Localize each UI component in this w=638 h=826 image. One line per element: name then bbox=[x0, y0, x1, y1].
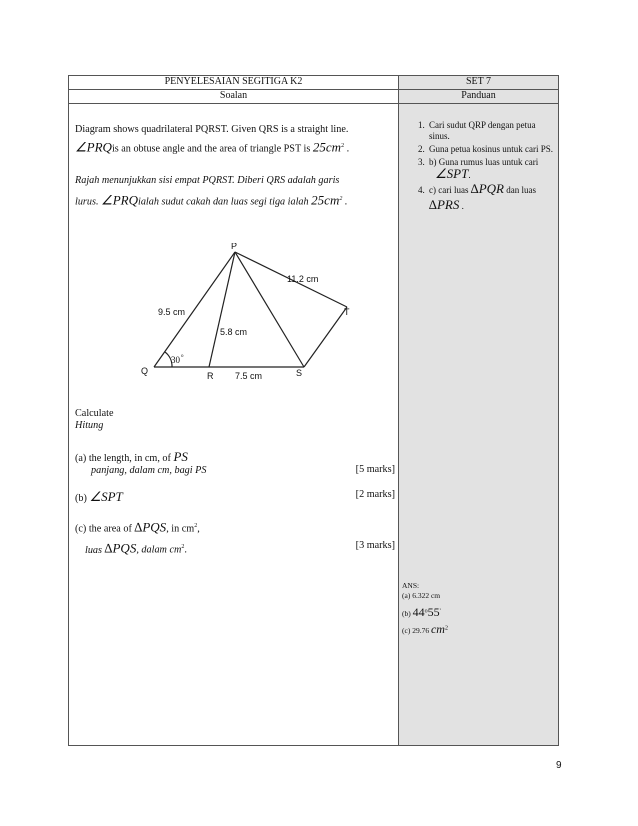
part-c-text: (c) the area of bbox=[75, 523, 132, 535]
part-c-malay1: luas bbox=[85, 544, 102, 556]
part-c-end: , bbox=[197, 523, 200, 535]
part-b-label: (b) bbox=[75, 493, 87, 504]
part-b bbox=[75, 489, 395, 505]
angle-label: 30 bbox=[171, 355, 180, 365]
label-pq: 9.5 cm bbox=[158, 307, 186, 317]
guide-step-1-text: Cari sudut QRP dengan petua sinus. bbox=[429, 120, 536, 141]
quadrilateral-diagram bbox=[129, 243, 369, 383]
question-en-line1: Diagram shows quadrilateral PQRST. Given QRS is a straight line. bbox=[75, 124, 349, 135]
part-a-malay: panjang, dalam cm, bagi PS bbox=[91, 465, 207, 476]
guide-step-3-end: . bbox=[468, 170, 471, 180]
question-en-area: 25cm bbox=[312, 139, 342, 155]
part-a-marks bbox=[356, 464, 395, 475]
question-my-line2a: lurus. bbox=[75, 196, 99, 208]
question-english bbox=[75, 121, 390, 157]
part-b-marks bbox=[356, 489, 395, 500]
answer-b-minute-sign: ' bbox=[439, 608, 441, 614]
worksheet-table bbox=[68, 75, 559, 746]
guide-step-3 bbox=[427, 157, 555, 181]
answer-c-unit-exp: 2 bbox=[444, 625, 448, 632]
part-c-marks-text: [3 marks] bbox=[355, 540, 395, 551]
part-a-text: (a) the length, in cm, of bbox=[75, 453, 171, 464]
guide-step-4-text: c) cari luas bbox=[429, 185, 469, 195]
vertex-p: P bbox=[231, 243, 238, 251]
part-c-text2: , in cm bbox=[166, 523, 195, 535]
question-en-line2: is an obtuse angle and the area of triangle PST is bbox=[111, 143, 311, 155]
answer-c bbox=[402, 622, 448, 636]
guide-step-4-math: ∆PQR bbox=[470, 181, 504, 196]
vertex-r: R bbox=[207, 371, 214, 381]
guide-step-4-mid: dan luas bbox=[506, 185, 536, 195]
part-c-malay-math: ∆PQS bbox=[104, 540, 137, 556]
part-c-malay-end: . bbox=[184, 544, 187, 556]
question-cell bbox=[69, 104, 399, 746]
label-rs: 7.5 cm bbox=[235, 371, 263, 381]
guide-list bbox=[405, 120, 555, 216]
page-number: 9 bbox=[556, 760, 562, 771]
vertex-q: Q bbox=[141, 366, 149, 376]
answer-b bbox=[402, 604, 441, 619]
question-my-line1: Rajah menunjukkan sisi empat PQRST. Diberi QRS adalah garis bbox=[75, 175, 340, 186]
question-my-area: 25cm bbox=[311, 192, 340, 208]
guide-step-4-end: . bbox=[461, 201, 464, 211]
question-my-angle: ∠PRQ bbox=[101, 192, 138, 208]
edge-st bbox=[304, 307, 347, 367]
part-b-marks-text: [2 marks] bbox=[355, 489, 395, 500]
guide-step-3-math: ∠SPT bbox=[435, 166, 469, 181]
answer-b-label: (b) bbox=[402, 608, 411, 618]
answer-c-unit: cm bbox=[430, 622, 445, 636]
edge-pr bbox=[209, 252, 235, 367]
question-my-area-exp: 2 bbox=[339, 196, 343, 202]
header-soalan: Soalan bbox=[69, 90, 399, 104]
answers-title: ANS: bbox=[402, 581, 420, 590]
question-malay bbox=[75, 171, 390, 211]
answer-b-degree-sign: o bbox=[424, 608, 428, 614]
guide-step-4-math2: ∆PRS bbox=[429, 197, 460, 212]
header-set: SET 7 bbox=[399, 76, 559, 90]
guide-step-2-text: Guna petua kosinus untuk cari PS. bbox=[429, 144, 553, 154]
calculate-en: Calculate bbox=[75, 408, 114, 419]
calculate-label bbox=[75, 408, 113, 432]
vertex-t: T bbox=[344, 307, 350, 317]
part-c-malay2: , dalam cm bbox=[136, 544, 182, 556]
guide-step-3-text: b) Guna rumus luas untuk cari bbox=[429, 157, 539, 167]
answer-a: (a) 6.322 cm bbox=[402, 591, 441, 600]
part-c-math: ∆PQS bbox=[134, 519, 167, 535]
guide-step-1 bbox=[427, 120, 555, 142]
label-pt: 11.2 cm bbox=[287, 274, 319, 284]
question-en-angle: ∠PRQ bbox=[75, 139, 112, 155]
question-en-end: . bbox=[346, 143, 350, 155]
answer-c-value: (c) 29.76 bbox=[402, 626, 430, 635]
label-pr: 5.8 cm bbox=[220, 327, 248, 337]
part-b-math: ∠SPT bbox=[89, 489, 123, 504]
guide-step-4 bbox=[427, 183, 555, 214]
question-my-end: . bbox=[344, 196, 348, 208]
header-title: PENYELESAIAN SEGITIGA K2 bbox=[69, 76, 399, 90]
part-a-math: PS bbox=[173, 449, 188, 464]
part-c bbox=[75, 517, 395, 560]
header-panduan: Panduan bbox=[399, 90, 559, 104]
answer-b-degrees: 44 bbox=[412, 604, 425, 619]
calculate-my: Hitung bbox=[75, 420, 104, 431]
part-c-exp: 2 bbox=[194, 523, 198, 529]
guide-step-2 bbox=[427, 144, 555, 155]
question-en-area-exp: 2 bbox=[341, 143, 345, 149]
answer-b-minutes: 55 bbox=[427, 604, 440, 619]
part-c-malay-exp: 2 bbox=[181, 544, 185, 551]
vertex-s: S bbox=[296, 368, 303, 378]
part-a bbox=[75, 449, 395, 476]
answers-block bbox=[402, 581, 448, 636]
part-a-marks-text: [5 marks] bbox=[355, 464, 395, 475]
question-my-line2b: ialah sudut cakah dan luas segi tiga ialah bbox=[137, 196, 309, 208]
angle-degree: o bbox=[181, 354, 184, 359]
guide-cell bbox=[399, 104, 559, 746]
part-c-marks bbox=[356, 536, 395, 555]
